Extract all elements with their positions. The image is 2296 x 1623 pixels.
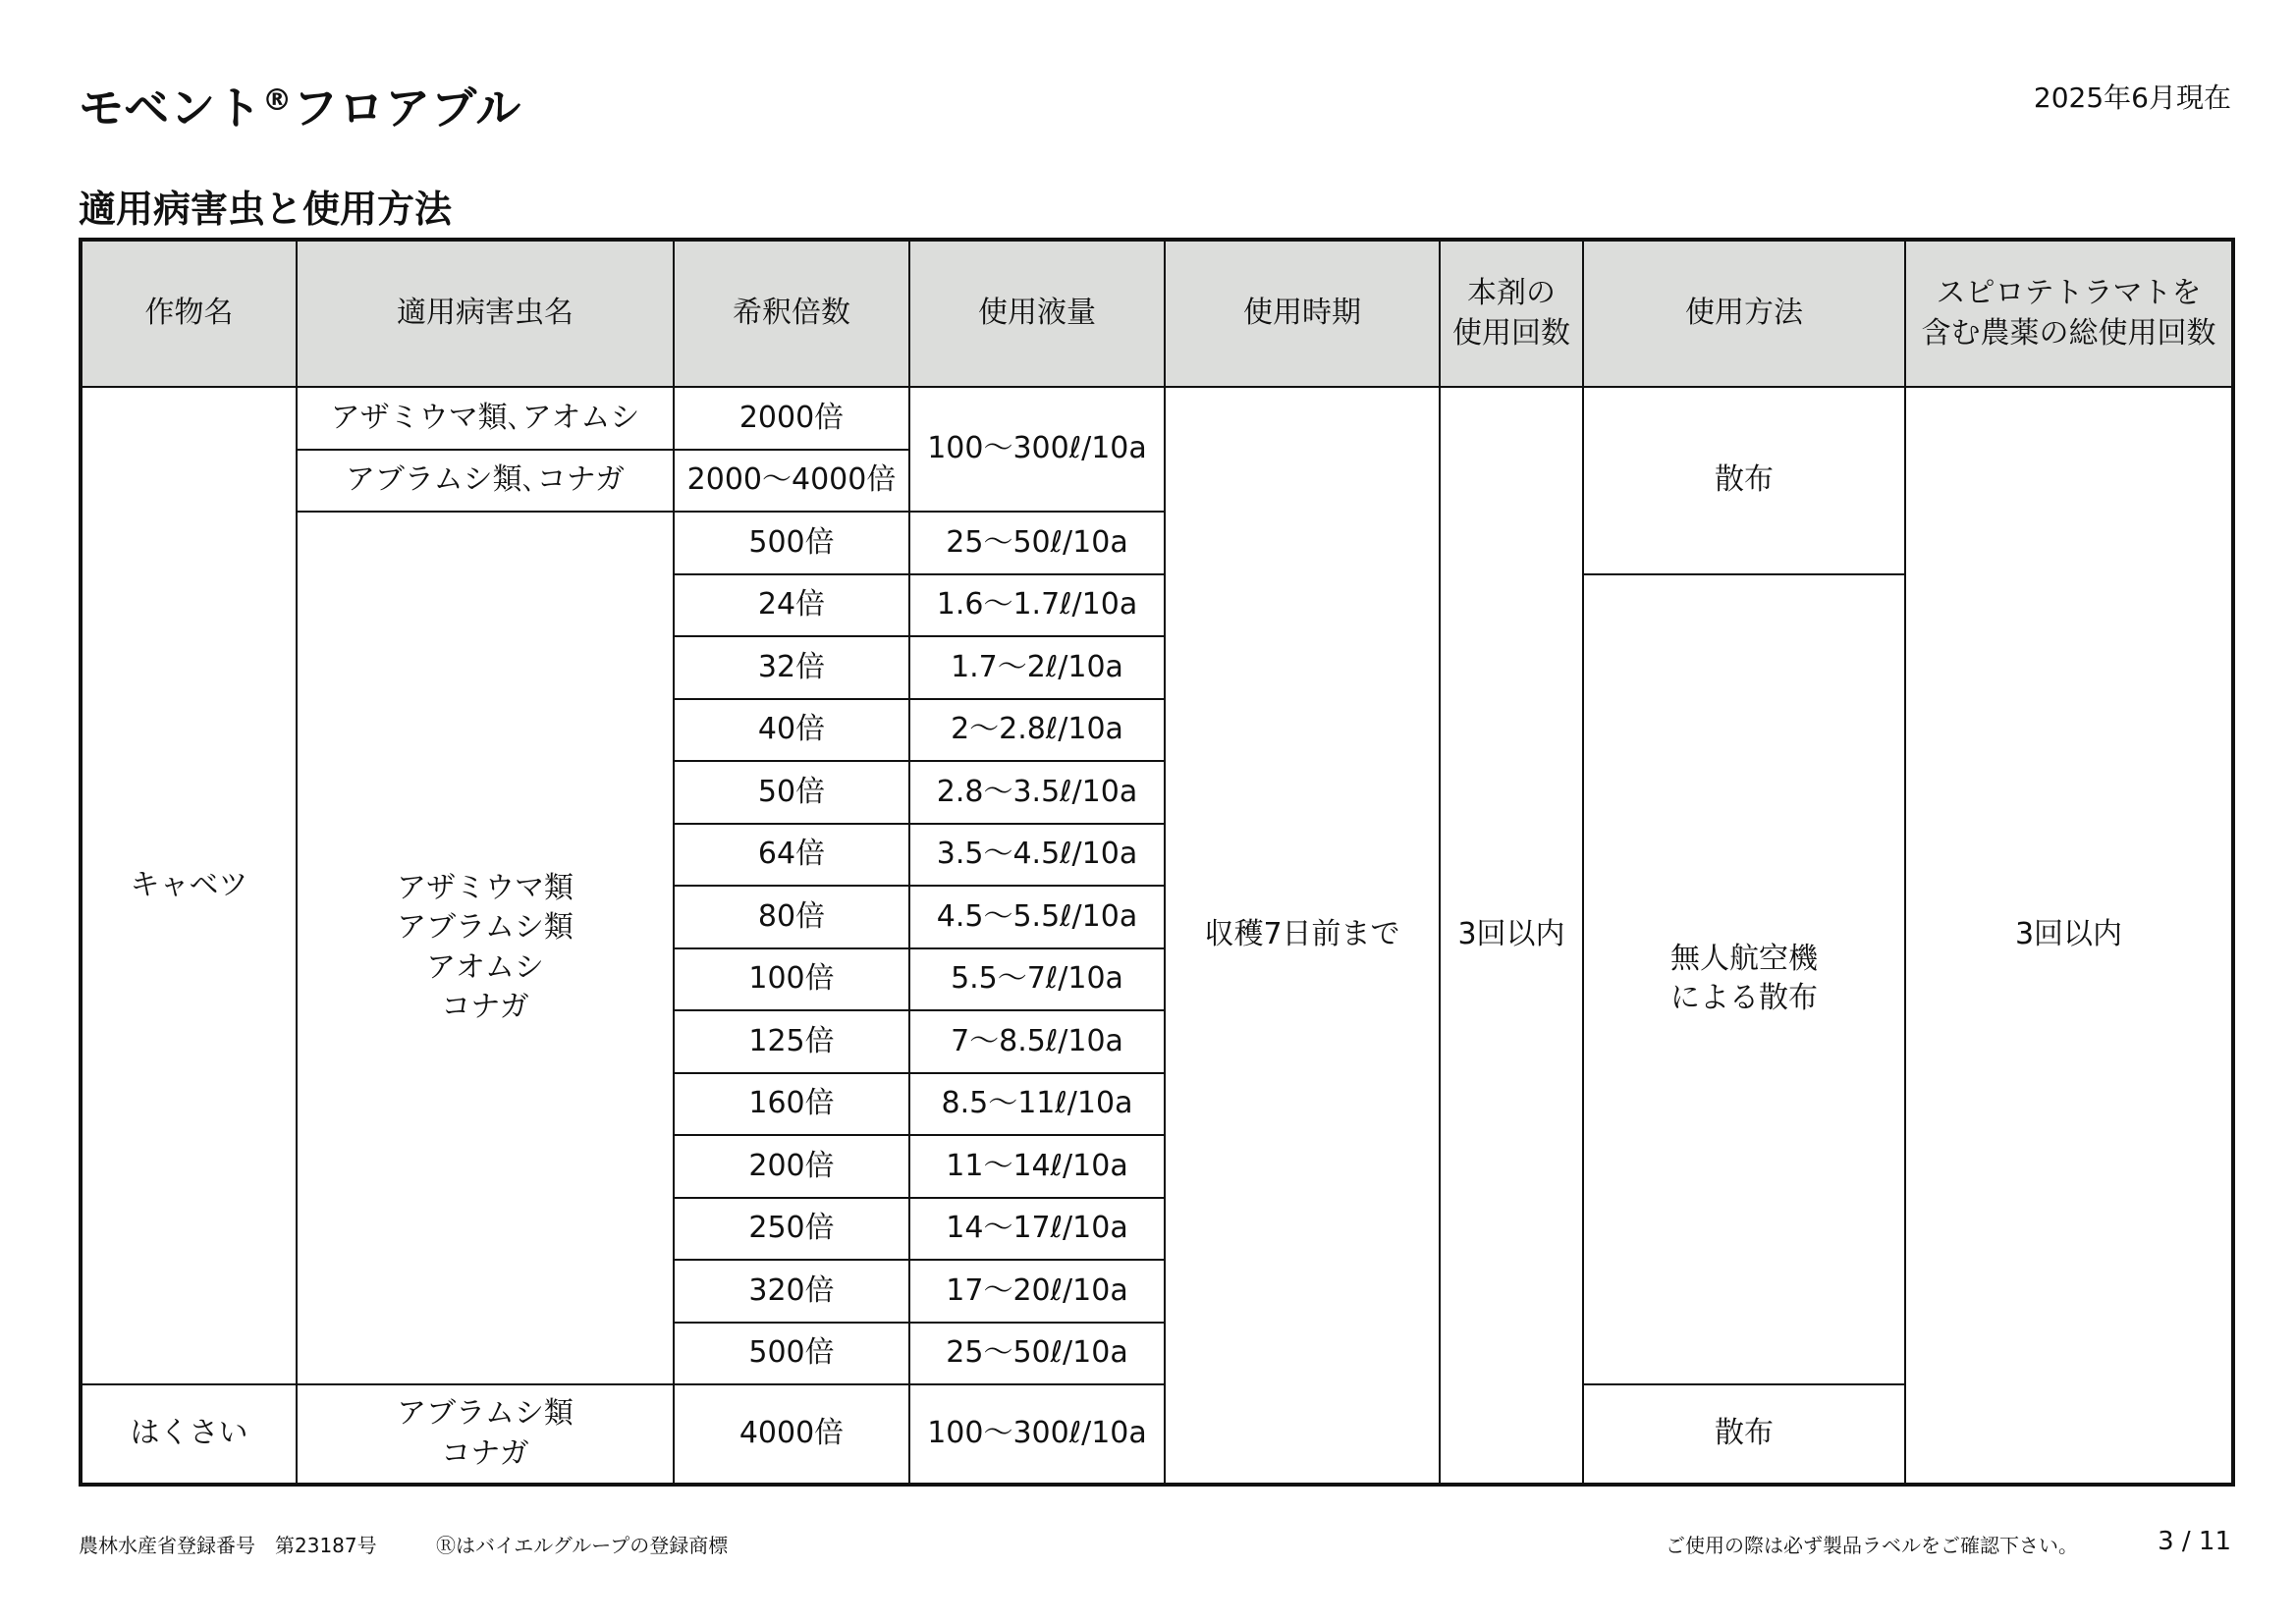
pest-cell: アザミウマ類､アオムシ — [297, 387, 674, 450]
volume-cell: 2～2.8ℓ/10a — [909, 699, 1165, 762]
volume-cell: 2.8～3.5ℓ/10a — [909, 761, 1165, 824]
registration-number: 農林水産省登録番号 第23187号 — [79, 1534, 377, 1557]
dilution-cell: 80倍 — [674, 886, 909, 948]
product-name: モベント — [79, 81, 263, 135]
dilution-cell: 50倍 — [674, 761, 909, 824]
method-spray-cell: 散布 — [1583, 1384, 1905, 1485]
total-count-cell: 3回以内 — [1905, 387, 2233, 1485]
volume-cell: 100～300ℓ/10a — [909, 1384, 1165, 1485]
application-table — [79, 238, 2235, 1487]
volume-cell: 100～300ℓ/10a — [909, 387, 1165, 512]
volume-cell: 1.6～1.7ℓ/10a — [909, 574, 1165, 637]
page-number: 3 / 11 — [2158, 1527, 2231, 1556]
volume-cell: 3.5～4.5ℓ/10a — [909, 824, 1165, 887]
col-header-total-count: スピロテトラマトを 含む農薬の総使用回数 — [1905, 240, 2233, 387]
document-title — [79, 73, 521, 137]
col-header-method: 使用方法 — [1583, 240, 1905, 387]
dilution-cell: 500倍 — [674, 1323, 909, 1385]
volume-cell: 25～50ℓ/10a — [909, 1323, 1165, 1385]
volume-cell: 14～17ℓ/10a — [909, 1198, 1165, 1261]
col-header-pest: 適用病害虫名 — [297, 240, 674, 387]
col-header-count: 本剤の 使用回数 — [1440, 240, 1583, 387]
trademark-note: Ⓡはバイエルグループの登録商標 — [436, 1534, 729, 1557]
volume-cell: 11～14ℓ/10a — [909, 1135, 1165, 1198]
crop-cabbage: キャベツ — [81, 387, 297, 1384]
dilution-cell: 125倍 — [674, 1010, 909, 1073]
col-header-timing: 使用時期 — [1165, 240, 1440, 387]
pest-drone-cell: アザミウマ類 アブラムシ類 アオムシ コナガ — [297, 512, 674, 1384]
method-spray-cell: 散布 — [1583, 387, 1905, 574]
dilution-cell: 160倍 — [674, 1073, 909, 1136]
pest-cell: アブラムシ類 コナガ — [297, 1384, 674, 1485]
volume-cell: 8.5～11ℓ/10a — [909, 1073, 1165, 1136]
count-cell: 3回以内 — [1440, 387, 1583, 1485]
dilution-cell: 250倍 — [674, 1198, 909, 1261]
crop-hakusai: はくさい — [81, 1384, 297, 1485]
dilution-cell: 32倍 — [674, 636, 909, 699]
volume-cell: 7～8.5ℓ/10a — [909, 1010, 1165, 1073]
section-title: 適用病害虫と使用方法 — [79, 188, 453, 231]
col-header-volume: 使用液量 — [909, 240, 1165, 387]
volume-cell: 17～20ℓ/10a — [909, 1260, 1165, 1323]
header-row — [81, 240, 2233, 387]
label-notice: ご使用の際は必ず製品ラベルをご確認下さい。 — [1666, 1534, 2078, 1557]
dilution-cell: 2000～4000倍 — [674, 450, 909, 513]
col-header-crop: 作物名 — [81, 240, 297, 387]
as-of-date: 2025年6月現在 — [2033, 81, 2231, 114]
col-header-dilution: 希釈倍数 — [674, 240, 909, 387]
dilution-cell: 40倍 — [674, 699, 909, 762]
registered-mark: ® — [262, 83, 294, 118]
volume-cell: 1.7～2ℓ/10a — [909, 636, 1165, 699]
dilution-cell: 2000倍 — [674, 387, 909, 450]
dilution-cell: 320倍 — [674, 1260, 909, 1323]
dilution-cell: 64倍 — [674, 824, 909, 887]
product-suffix: フロアブル — [293, 81, 522, 135]
dilution-cell: 100倍 — [674, 948, 909, 1011]
pest-cell: アブラムシ類､コナガ — [297, 450, 674, 513]
method-drone-cell: 無人航空機 による散布 — [1583, 574, 1905, 1385]
dilution-cell: 24倍 — [674, 574, 909, 637]
dilution-cell: 500倍 — [674, 512, 909, 574]
dilution-cell: 4000倍 — [674, 1384, 909, 1485]
timing-cell: 収穫7日前まで — [1165, 387, 1440, 1485]
dilution-cell: 200倍 — [674, 1135, 909, 1198]
volume-cell: 25～50ℓ/10a — [909, 512, 1165, 574]
volume-cell: 4.5～5.5ℓ/10a — [909, 886, 1165, 948]
table-row — [81, 387, 2233, 450]
volume-cell: 5.5～7ℓ/10a — [909, 948, 1165, 1011]
